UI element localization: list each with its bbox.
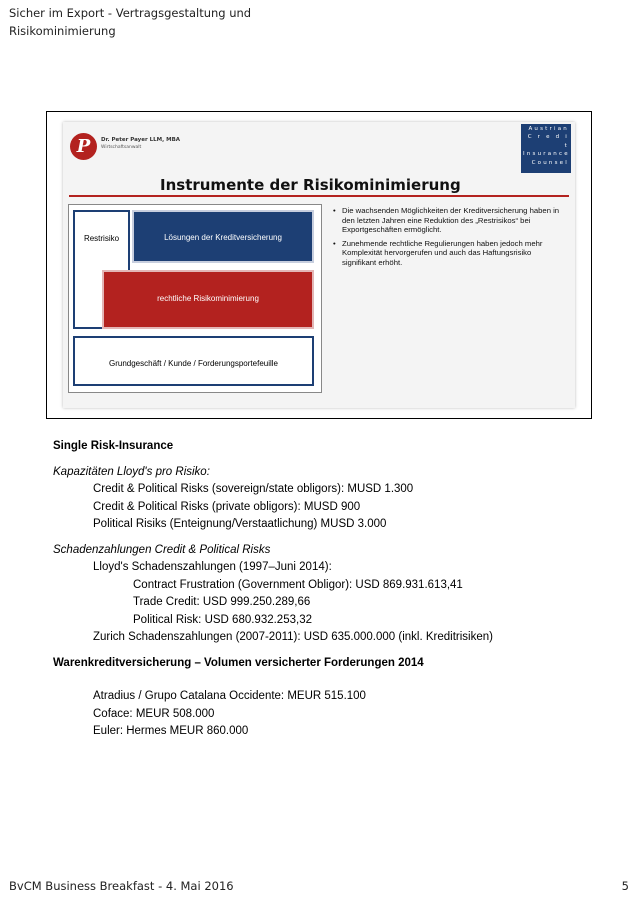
aci-line: Insurance: [523, 151, 570, 158]
lloyds-line: Lloyd's Schadenszahlungen (1997–Juni 2014):: [93, 561, 332, 573]
kapazitaeten-heading: Kapazitäten Lloyd's pro Risiko:: [53, 465, 210, 478]
footer-text: BvCM Business Breakfast - 4. Mai 2016: [9, 879, 234, 893]
aci-line: Counsel: [531, 159, 569, 166]
kapazitaet-item: Credit & Political Risks (sovereign/state obligors): MUSD 1.300: [93, 483, 414, 495]
logo-name: Dr. Peter Payer LLM, MBA: [101, 137, 181, 143]
notes-content: [53, 438, 613, 741]
slide-bullets: [333, 206, 565, 272]
aci-line: C r e d i t: [527, 134, 569, 149]
bullet-item: • Zunehmende rechtliche Regulierungen haben jedoch mehr Komplexität hervorgerufen und auch das Haftungsrisiko signifikant erhöht.: [333, 238, 543, 267]
restrisiko-box: Restrisiko: [73, 210, 130, 329]
page-number: 5: [621, 879, 629, 893]
slide-title: Instrumente der Risikominimierung: [160, 176, 461, 194]
payer-logo-icon: P: [70, 133, 97, 160]
aci-line: Austrian: [528, 126, 569, 132]
kreditversicherung-box: Lösungen der Kreditversicherung: [132, 210, 314, 263]
lloyds-item: Political Risk: USD 680.932.253,32: [133, 613, 312, 626]
single-risk-heading: Single Risk-Insurance: [53, 440, 174, 452]
document-header: [9, 4, 269, 40]
slide-frame: [46, 111, 592, 419]
slide: [63, 122, 575, 408]
grundgeschaeft-box: Grundgeschäft / Kunde / Forderungsportefeuille: [73, 336, 314, 386]
kapazitaet-item: Credit & Political Risks (private obligors): MUSD 900: [93, 500, 361, 513]
zurich-line: Zurich Schadenszahlungen (2007-2011): USD 635.000.000 (inkl. Kreditrisiken): [93, 631, 493, 643]
title-rule: [69, 195, 569, 197]
warenkredit-heading: Warenkreditversicherung – Volumen versicherter Forderungen 2014: [53, 656, 424, 669]
warenkredit-item: Euler: Hermes MEUR 860.000: [93, 725, 249, 737]
aci-logo: [521, 124, 571, 173]
bullet-item: • Die wachsenden Möglichkeiten der Kreditversicherung haben in den letzten Jahren eine Reduktion des „Restrisikos“ bei Exportgeschäften ermöglicht.: [333, 206, 560, 235]
kapazitaet-item: Political Risiks (Enteignung/Verstaatlichung) MUSD 3.000: [93, 518, 387, 530]
bullet-dot-icon: •: [333, 206, 336, 215]
schaden-heading: Schadenzahlungen Credit & Political Risks: [53, 543, 271, 556]
risk-diagram: [68, 204, 322, 393]
logo-subtitle: Wirtschaftsanwalt: [101, 145, 142, 150]
bullet-dot-icon: •: [333, 238, 336, 248]
warenkredit-item: Atradius / Grupo Catalana Occidente: MEUR 515.100: [93, 690, 366, 702]
rechtliche-risikominimierung-box: rechtliche Risikominimierung: [102, 270, 314, 329]
warenkredit-item: Coface: MEUR 508.000: [93, 707, 215, 720]
header-line-2: Risikominimierung: [9, 24, 116, 38]
lloyds-item: Contract Frustration (Government Obligor): USD 869.931.613,41: [133, 578, 463, 591]
lloyds-item: Trade Credit: USD 999.250.289,66: [133, 596, 311, 608]
header-line-1: Sicher im Export - Vertragsgestaltung und: [9, 6, 252, 20]
